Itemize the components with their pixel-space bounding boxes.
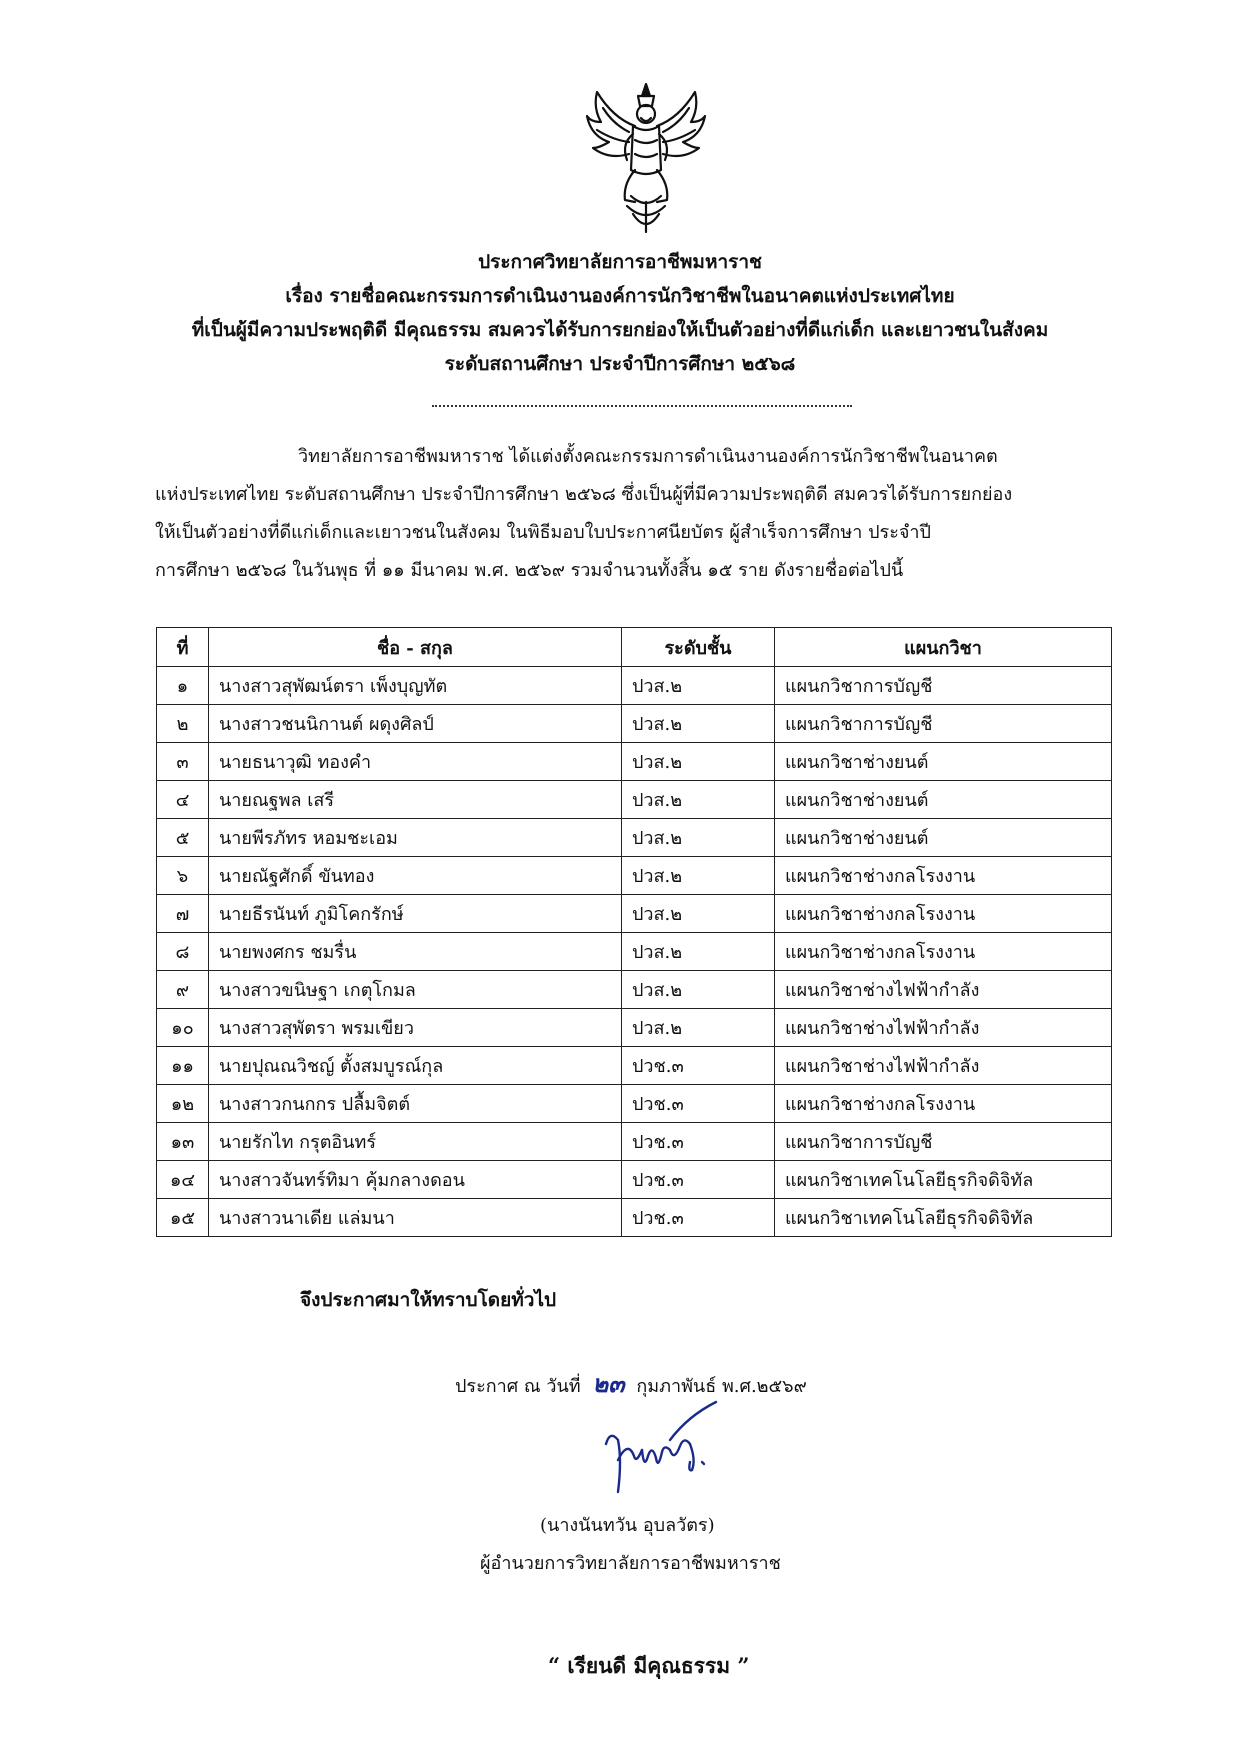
row-department: แผนกวิชาช่างกลโรงงาน <box>775 933 1112 971</box>
row-level: ปวส.๒ <box>622 933 775 971</box>
table-row <box>157 1161 1112 1199</box>
row-name: นายรักไท กรุตอินทร์ <box>209 1123 622 1161</box>
row-no: ๑ <box>157 667 209 705</box>
table-row <box>157 819 1112 857</box>
table-row <box>157 743 1112 781</box>
row-name: นายพงศกร ชมรื่น <box>209 933 622 971</box>
row-no: ๗ <box>157 895 209 933</box>
header-no: ที่ <box>157 628 209 667</box>
body-paragraph <box>155 438 1110 590</box>
row-no: ๔ <box>157 781 209 819</box>
row-department: แผนกวิชาช่างยนต์ <box>775 743 1112 781</box>
row-level: ปวส.๒ <box>622 781 775 819</box>
row-department: แผนกวิชาช่างกลโรงงาน <box>775 895 1112 933</box>
body-line-4: การศึกษา ๒๕๖๘ ในวันพุธ ที่ ๑๑ มีนาคม พ.ศ. ๒๕๖๙ รวมจำนวนทั้งสิ้น ๑๕ ราย ดังรายชื่อต่อไปนี้ <box>155 560 904 581</box>
announcement-date <box>455 1364 807 1403</box>
row-department: แผนกวิชาการบัญชี <box>775 667 1112 705</box>
table-row <box>157 1199 1112 1237</box>
row-level: ปวส.๒ <box>622 705 775 743</box>
row-level: ปวส.๒ <box>622 857 775 895</box>
table-row <box>157 667 1112 705</box>
row-no: ๑๔ <box>157 1161 209 1199</box>
heading-line-1: ประกาศวิทยาลัยการอาชีพมหาราช <box>478 251 762 273</box>
row-name: นางสาวสุพัฒน์ตรา เพ็งบุญทัต <box>209 667 622 705</box>
announcement-heading <box>120 245 1120 381</box>
row-level: ปวส.๒ <box>622 667 775 705</box>
row-department: แผนกวิชาช่างไฟฟ้ากำลัง <box>775 1047 1112 1085</box>
row-no: ๒ <box>157 705 209 743</box>
row-name: นายพีรภัทร หอมชะเอม <box>209 819 622 857</box>
row-no: ๑๑ <box>157 1047 209 1085</box>
heading-line-3: ที่เป็นผู้มีความประพฤติดี มีคุณธรรม สมควรได้รับการยกย่องให้เป็นตัวอย่างที่ดีแก่เด็ก และเยาวชนในสังคม <box>191 319 1049 341</box>
table-row <box>157 781 1112 819</box>
row-name: นางสาวชนนิกานต์ ผดุงศิลป์ <box>209 705 622 743</box>
row-name: นายธีรนันท์ ภูมิโคกรักษ์ <box>209 895 622 933</box>
row-department: แผนกวิชาการบัญชี <box>775 705 1112 743</box>
row-level: ปวส.๒ <box>622 1009 775 1047</box>
table-row <box>157 933 1112 971</box>
body-line-2: แห่งประเทศไทย ระดับสถานศึกษา ประจำปีการศึกษา ๒๕๖๘ ซึ่งเป็นผู้ที่มีความประพฤติดี สมควรได้รับการยกย่อง <box>155 484 1013 505</box>
row-no: ๖ <box>157 857 209 895</box>
row-department: แผนกวิชาช่างยนต์ <box>775 781 1112 819</box>
row-department: แผนกวิชาช่างไฟฟ้ากำลัง <box>775 971 1112 1009</box>
row-department: แผนกวิชาช่างไฟฟ้ากำลัง <box>775 1009 1112 1047</box>
table-row <box>157 1123 1112 1161</box>
committee-table <box>156 627 1112 1237</box>
director-signature <box>598 1400 726 1500</box>
row-no: ๕ <box>157 819 209 857</box>
garuda-emblem <box>583 78 709 238</box>
row-name: นางสาวสุพัตรา พรมเขียว <box>209 1009 622 1047</box>
closing-statement: จึงประกาศมาให้ทราบโดยทั่วไป <box>300 1289 557 1311</box>
heading-line-4: ระดับสถานศึกษา ประจำปีการศึกษา ๒๕๖๘ <box>444 353 796 375</box>
row-name: นางสาวจันทร์ทิมา คุ้มกลางดอน <box>209 1161 622 1199</box>
body-line-1: วิทยาลัยการอาชีพมหาราช ได้แต่งตั้งคณะกรรมการดำเนินงานองค์การนักวิชาชีพในอนาคต <box>298 446 998 467</box>
row-level: ปวช.๓ <box>622 1199 775 1237</box>
header-name: ชื่อ - สกุล <box>209 628 622 667</box>
header-level: ระดับชั้น <box>622 628 775 667</box>
table-row <box>157 1009 1112 1047</box>
row-department: แผนกวิชาช่างกลโรงงาน <box>775 857 1112 895</box>
row-level: ปวส.๒ <box>622 819 775 857</box>
row-level: ปวส.๒ <box>622 971 775 1009</box>
date-rest: กุมภาพันธ์ พ.ศ.๒๕๖๙ <box>636 1376 807 1397</box>
row-department: แผนกวิชาเทคโนโลยีธุรกิจดิจิทัล <box>775 1161 1112 1199</box>
signer-title: ผู้อำนวยการวิทยาลัยการอาชีพมหาราช <box>480 1553 781 1574</box>
row-level: ปวช.๓ <box>622 1161 775 1199</box>
table-header-row <box>157 628 1112 667</box>
date-day-handwritten: ๒๓ <box>592 1369 625 1398</box>
row-no: ๑๒ <box>157 1085 209 1123</box>
table-row <box>157 895 1112 933</box>
table-row <box>157 705 1112 743</box>
heading-line-2: เรื่อง รายชื่อคณะกรรมการดำเนินงานองค์การนักวิชาชีพในอนาคตแห่งประเทศไทย <box>285 285 955 307</box>
row-no: ๑๕ <box>157 1199 209 1237</box>
row-no: ๓ <box>157 743 209 781</box>
row-name: นางสาวกนกกร ปลื้มจิตต์ <box>209 1085 622 1123</box>
row-no: ๙ <box>157 971 209 1009</box>
row-no: ๑๐ <box>157 1009 209 1047</box>
row-name: นายธนาวุฒิ ทองคำ <box>209 743 622 781</box>
row-name: นายปุณณวิชญ์ ตั้งสมบูรณ์กุล <box>209 1047 622 1085</box>
row-level: ปวช.๓ <box>622 1123 775 1161</box>
row-no: ๑๓ <box>157 1123 209 1161</box>
row-no: ๘ <box>157 933 209 971</box>
row-department: แผนกวิชาเทคโนโลยีธุรกิจดิจิทัล <box>775 1199 1112 1237</box>
header-department: แผนกวิชา <box>775 628 1112 667</box>
signer-name: (นางนันทวัน อุบลวัตร) <box>540 1515 715 1536</box>
row-department: แผนกวิชาการบัญชี <box>775 1123 1112 1161</box>
date-prefix: ประกาศ ณ วันที่ <box>455 1376 581 1397</box>
dotted-divider <box>432 405 852 407</box>
body-line-3: ให้เป็นตัวอย่างที่ดีแก่เด็กและเยาวชนในสังคม ในพิธีมอบใบประกาศนียบัตร ผู้สำเร็จการศึกษา ประจำปี <box>155 522 931 543</box>
row-department: แผนกวิชาช่างกลโรงงาน <box>775 1085 1112 1123</box>
table-row <box>157 1047 1112 1085</box>
row-name: นายณัฐศักดิ์ ขันทอง <box>209 857 622 895</box>
row-level: ปวช.๓ <box>622 1047 775 1085</box>
row-name: นางสาวขนิษฐา เกตุโกมล <box>209 971 622 1009</box>
table-row <box>157 971 1112 1009</box>
table-row <box>157 1085 1112 1123</box>
table-row <box>157 857 1112 895</box>
row-name: นายณฐพล เสรี <box>209 781 622 819</box>
row-name: นางสาวนาเดีย แล่มนา <box>209 1199 622 1237</box>
college-motto: “ เรียนดี มีคุณธรรม ” <box>548 1653 750 1678</box>
row-department: แผนกวิชาช่างยนต์ <box>775 819 1112 857</box>
row-level: ปวส.๒ <box>622 895 775 933</box>
row-level: ปวส.๒ <box>622 743 775 781</box>
row-level: ปวช.๓ <box>622 1085 775 1123</box>
